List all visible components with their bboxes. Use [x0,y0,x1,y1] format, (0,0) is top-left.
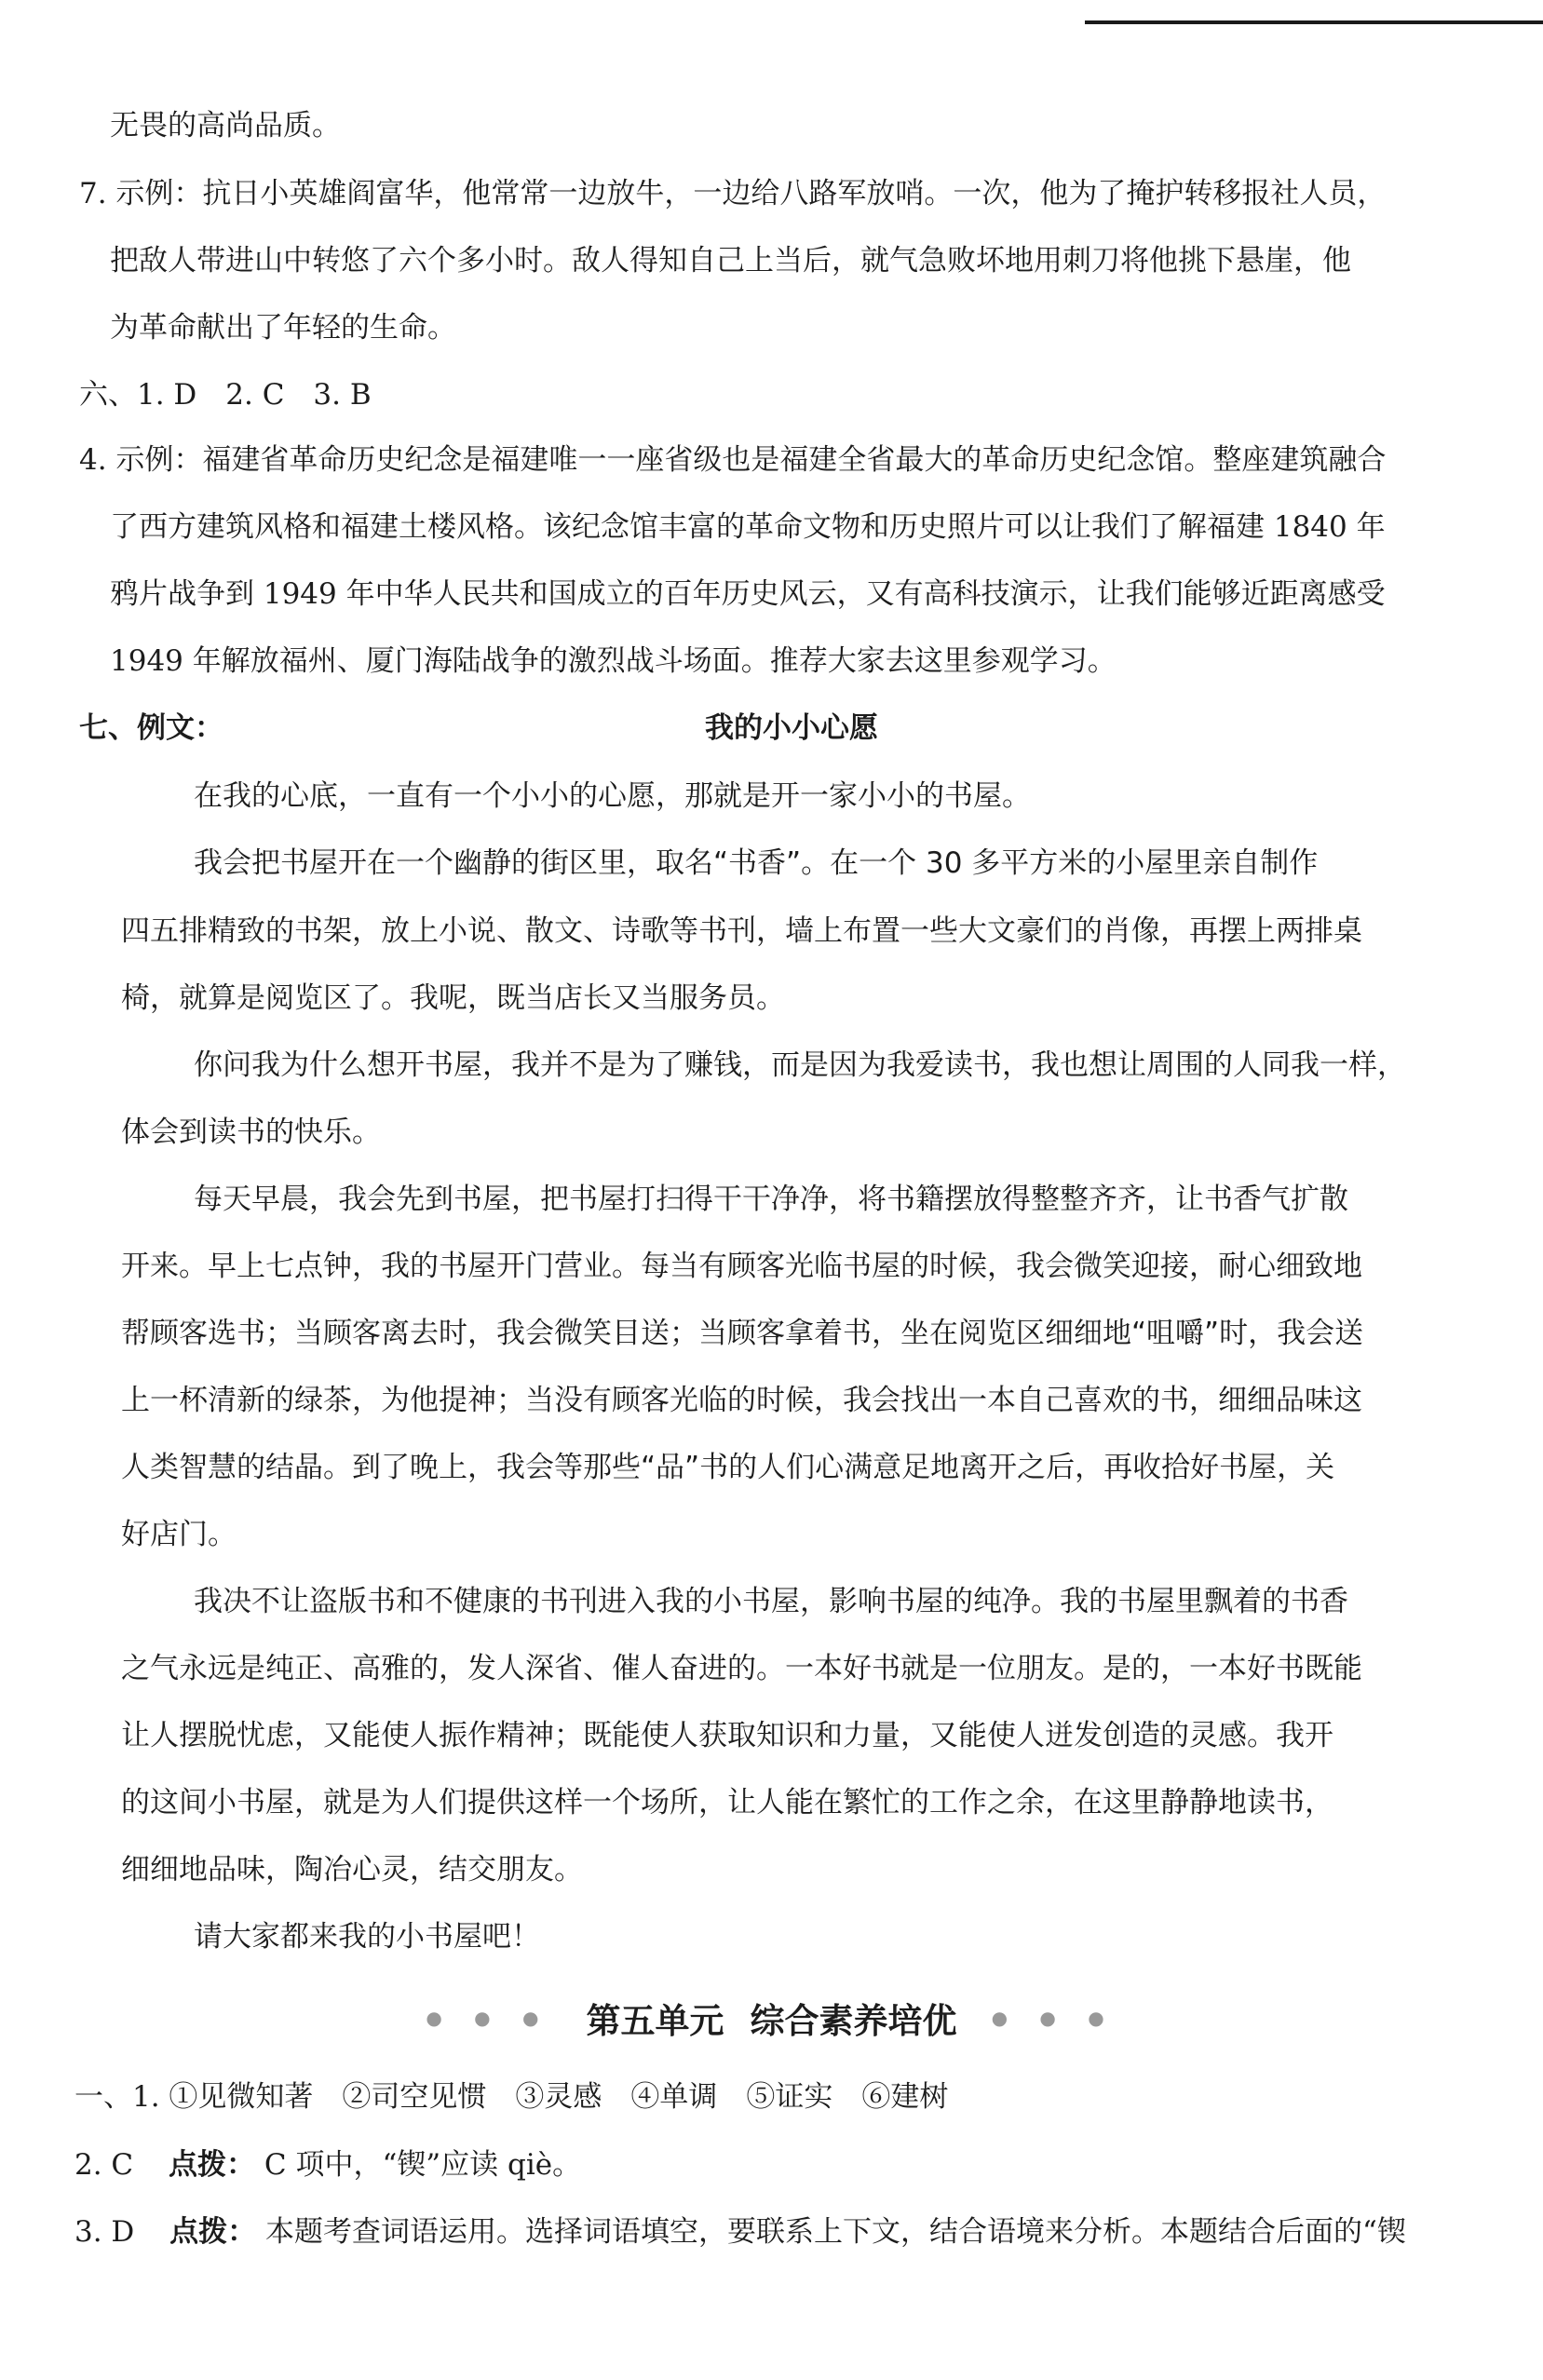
text-line: 无畏的高尚品质。 [110,109,341,142]
text-line: 六、1. D 2. C 3. B [79,378,372,412]
hint-text: 本题考查词语运用。选择词语填空，要联系上下文，结合语境来分析。本题结合后面的“锲 [265,2215,1406,2249]
essay-line: 让人摆脱忧虑，又能使人振作精神；既能使人获取知识和力量，又能使人迸发创造的灵感。我开 [121,1719,1333,1752]
hint-label: 点拨： [169,2148,256,2182]
answer-number: 2. C [74,2148,134,2182]
section-label: 七、例文： [79,711,223,745]
essay-line: 帮顾客选书；当顾客离去时，我会微笑目送；当顾客拿着书，坐在阅览区细细地“咀嚼”时，我会送 [121,1317,1364,1350]
essay-line: 我会把书屋开在一个幽静的街区里，取名“书香”。在一个 30 多平方米的小屋里亲自制作 [194,846,1319,880]
answer-row [74,2213,1406,2251]
text-line: 4. 示例：福建省革命历史纪念是福建唯一一座省级也是福建全省最大的革命历史纪念馆。整座建筑融合 [79,443,1387,477]
essay-line: 细细地品味，陶冶心灵，结交朋友。 [121,1853,583,1886]
essay-line: 上一杯清新的绿茶，为他提神；当没有顾客光临的时候，我会找出一本自己喜欢的书，细细品味这 [121,1384,1362,1417]
essay-line: 请大家都来我的小书屋吧！ [194,1920,540,1954]
text-line: 了西方建筑风格和福建土楼风格。该纪念馆丰富的革命文物和历史照片可以让我们了解福建 1840 年 [110,510,1386,544]
essay-line: 之气永远是纯正、高雅的，发人深省、催人奋进的。一本好书就是一位朋友。是的，一本好书既能 [121,1652,1362,1685]
top-rule [1085,20,1543,24]
text-line: 为革命献出了年轻的生命。 [110,311,456,345]
essay-line: 开来。早上七点钟，我的书屋开门营业。每当有顾客光临书屋的时候，我会微笑迎接，耐心细致地 [121,1250,1362,1283]
essay-line: 你问我为什么想开书屋，我并不是为了赚钱，而是因为我爱读书，我也想让周围的人同我一样， [194,1048,1406,1082]
decor-dots-right: ● ● ● [991,2007,1117,2029]
essay-line: 椅，就算是阅览区了。我呢，既当店长又当服务员。 [121,981,785,1015]
essay-line: 四五排精致的书架，放上小说、散文、诗歌等书刊，墙上布置一些大文豪们的肖像，再摆上两排桌 [121,914,1362,948]
essay-line: 人类智慧的结晶。到了晚上，我会等那些“品”书的人们心满意足地离开之后，再收拾好书屋，关 [121,1451,1335,1484]
essay-line: 体会到读书的快乐。 [121,1116,381,1149]
text-line: 把敌人带进山中转悠了六个多小时。敌人得知自己上当后，就气急败坏地用刺刀将他挑下悬崖，他 [110,244,1351,277]
essay-title: 我的小小心愿 [705,711,878,745]
text-line: 1949 年解放福州、厦门海陆战争的激烈战斗场面。推荐大家去这里参观学习。 [110,644,1117,678]
essay-line: 在我的心底，一直有一个小小的心愿，那就是开一家小小的书屋。 [194,779,1031,813]
hint-text: C 项中，“锲”应读 qiè。 [264,2148,582,2182]
text-line: 一、1. ①见微知著 ②司空见惯 ③灵感 ④单调 ⑤证实 ⑥建树 [74,2080,949,2114]
essay-line: 好店门。 [121,1518,237,1551]
essay-line: 每天早晨，我会先到书屋，把书屋打扫得干干净净，将书籍摆放得整整齐齐，让书香气扩散 [194,1183,1348,1216]
answer-row [74,2146,581,2184]
text-line: 7. 示例：抗日小英雄阎富华，他常常一边放牛，一边给八路军放哨。一次，他为了掩护转移报社人员， [79,177,1387,210]
unit-title: 第五单元 综合素养培优 [586,2001,957,2041]
hint-label: 点拨： [169,2215,257,2249]
text-line: 鸦片战争到 1949 年中华人民共和国成立的百年历史风云，又有高科技演示，让我们能够近距离感受 [110,577,1386,611]
answer-number: 3. D [74,2215,135,2249]
decor-dots-left: ● ● ● [426,2007,552,2029]
essay-line: 的这间小书屋，就是为人们提供这样一个场所，让人能在繁忙的工作之余，在这里静静地读书， [121,1786,1333,1819]
essay-line: 我决不让盗版书和不健康的书刊进入我的小书屋，影响书屋的纯净。我的书屋里飘着的书香 [194,1585,1348,1618]
unit-heading [0,1993,1543,2049]
